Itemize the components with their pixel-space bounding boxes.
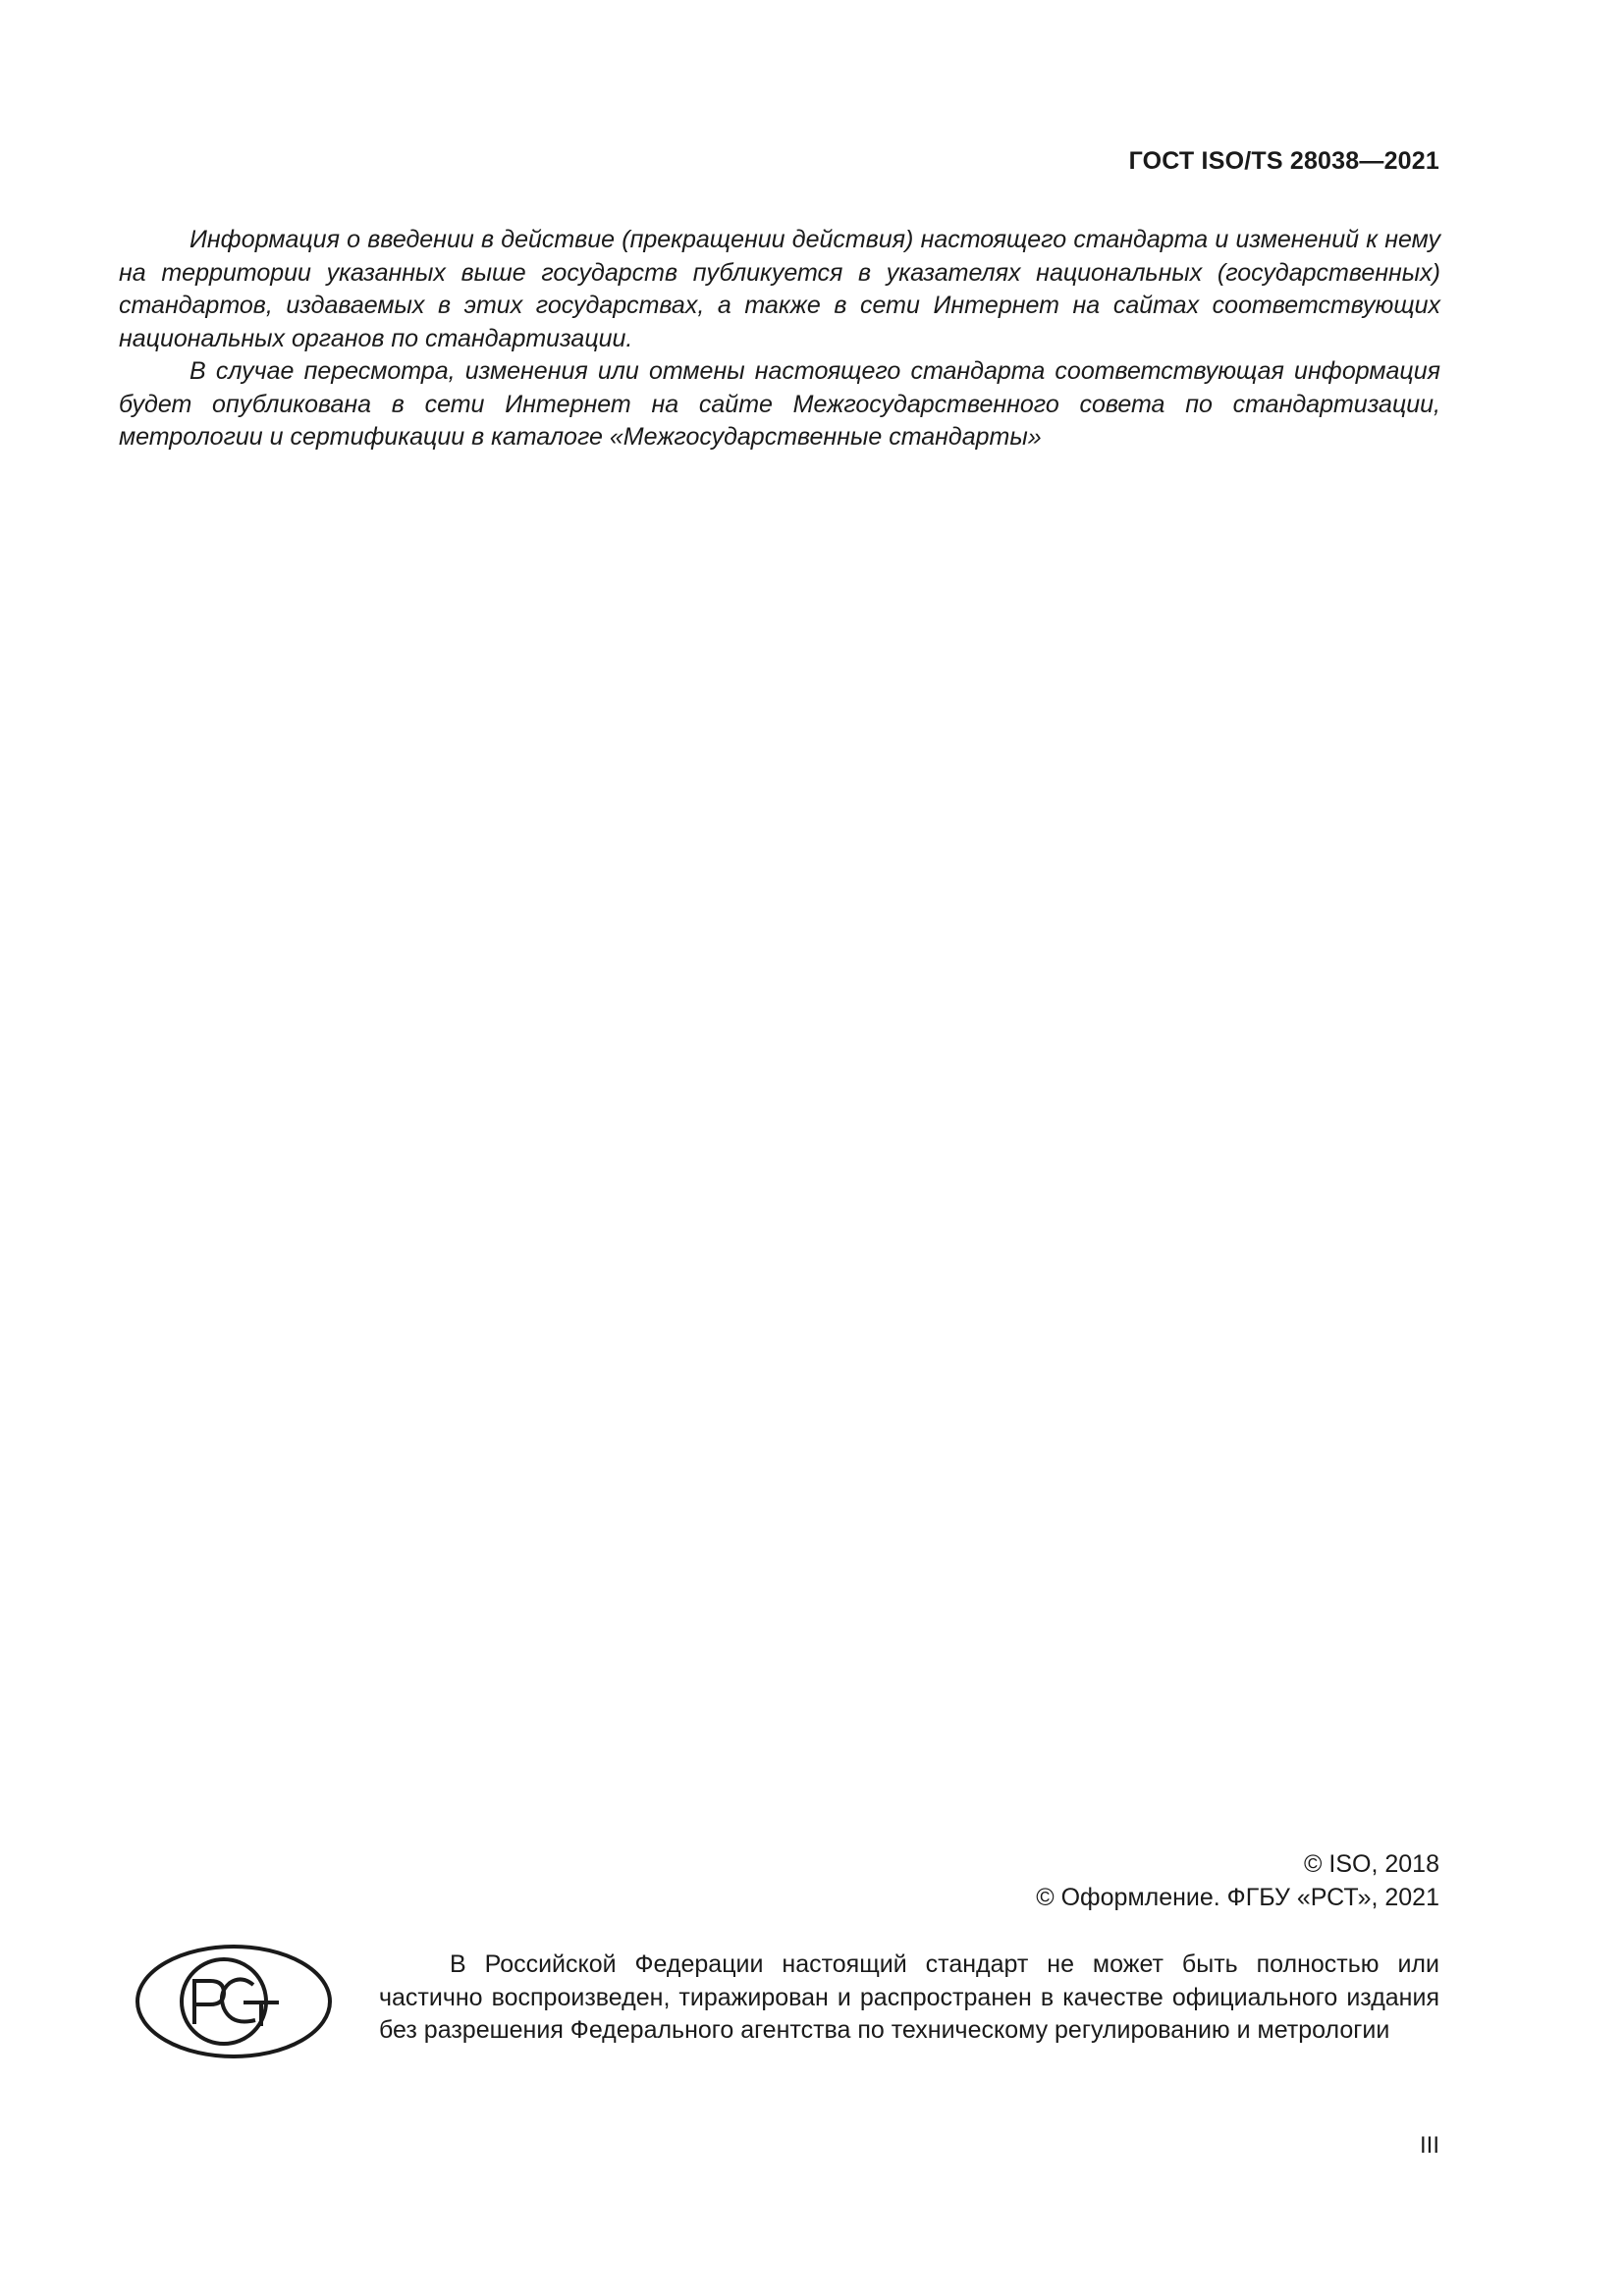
intro-paragraph: Информация о введении в действие (прекращении действия) настоящего стандарта и изменений к нему на территории указанных выше государств публикуется в указателях национальных (государственных) стандартов, издаваемых в этих государствах, а также в сети Интернет на сайтах соответствующих национальных органов по стандартизации. xyxy=(119,226,1440,352)
copyright-iso: © ISO, 2018 xyxy=(1304,1850,1439,1878)
copyright-block xyxy=(1036,1847,1439,1914)
intro-text-block xyxy=(119,224,1440,454)
document-code: ГОСТ ISO/TS 28038—2021 xyxy=(1128,147,1439,175)
intro-paragraph: В случае пересмотра, изменения или отмены настоящего стандарта соответствующая информация будет опубликована в сети Интернет на сайте Межгосударственного совета по стандартизации, метрологии и сертификации в каталоге «Межгосударственные стандарты» xyxy=(119,357,1440,451)
copyright-design: © Оформление. ФГБУ «РСТ», 2021 xyxy=(1036,1884,1439,1911)
rights-notice: В Российской Федерации настоящий стандарт не может быть полностью или частично воспроизведен, тиражирован и распространен в качестве официального издания без разрешения Федерального агентства по техническому регулированию и метрологии xyxy=(379,1950,1439,2044)
rst-logo-icon xyxy=(134,1942,334,2061)
page-number: III xyxy=(1419,2132,1439,2159)
